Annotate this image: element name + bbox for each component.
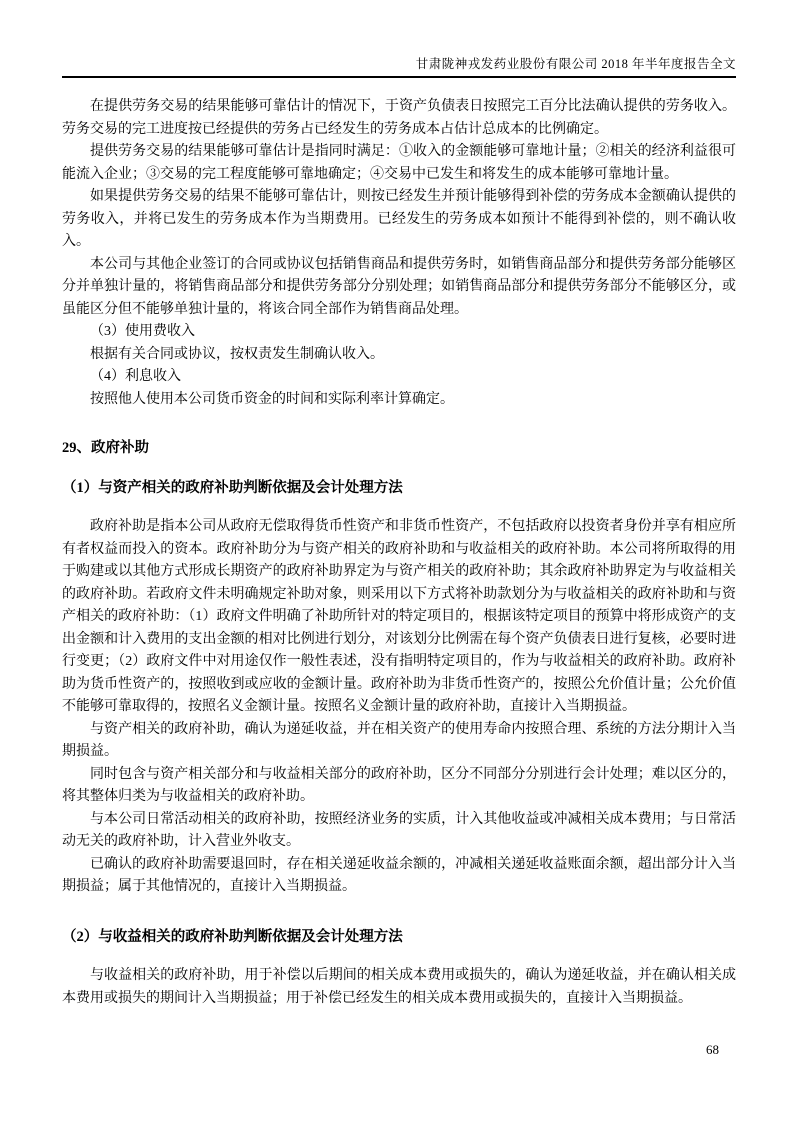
paragraph: 已确认的政府补助需要退回时，存在相关递延收益余额的，冲减相关递延收益账面余额，超出部分计入当期损益；属于其他情况的，直接计入当期损益。 bbox=[62, 856, 736, 894]
paragraph: 与本公司日常活动相关的政府补助，按照经济业务的实质，计入其他收益或冲减相关成本费用；与日常活动无关的政府补助，计入营业外收支。 bbox=[62, 811, 736, 849]
paragraph: 与收益相关的政府补助，用于补偿以后期间的相关成本费用或损失的，确认为递延收益，并在确认相关成本费用或损失的期间计入当期损益；用于补偿已经发生的相关成本费用或损失的，直接计入当期损益。 bbox=[62, 968, 736, 1006]
paragraph: 政府补助是指本公司从政府无偿取得货币性资产和非货币性资产，不包括政府以投资者身份并享有相应所有者权益而投入的资本。政府补助分为与资产相关的政府补助和与收益相关的政府补助。本公司将所取得的用于购建或以其他方式形成长期资产的政府补助界定为与资产相关的政府补助；其余政府补助界定为与收益相关的政府补助。若政府文件未明确规定补助对象，则采用以下方式将补助款划分为与收益相关的政府补助和与资产相关的政府补助：（1）政府文件明确了补助所针对的特定项目的，根据该特定项目的预算中将形成资产的支出金额和计入费用的支出金额的相对比例进行划分，对该划分比例需在每个资产负债表日进行复核，必要时进行变更；（2）政府文件中对用途仅作一般性表述，没有指明特定项目的，作为与收益相关的政府补助。政府补助为货币性资产的，按照收到或应收的金额计量。政府补助为非货币性资产的，按照公允价值计量；公允价值不能够可靠取得的，按照名义金额计量。按照名义金额计量的政府补助，直接计入当期损益。 bbox=[62, 519, 736, 714]
paragraph: 与资产相关的政府补助，确认为递延收益，并在相关资产的使用寿命内按照合理、系统的方法分期计入当期损益。 bbox=[62, 721, 736, 759]
list-item-royalty-income: （3）使用费收入 bbox=[90, 324, 195, 339]
document-content bbox=[62, 96, 736, 1010]
paragraph: 在提供劳务交易的结果能够可靠估计的情况下，于资产负债表日按照完工百分比法确认提供的劳务收入。劳务交易的完工进度按已经提供的劳务占已经发生的劳务成本占估计总成本的比例确定。 bbox=[62, 99, 736, 137]
paragraph: 本公司与其他企业签订的合同或协议包括销售商品和提供劳务时，如销售商品部分和提供劳务部分能够区分并单独计量的，将销售商品部分和提供劳务部分分别处理；如销售商品部分和提供劳务部分不能够区分，或虽能区分但不能够单独计量的，将该合同全部作为销售商品处理。 bbox=[62, 256, 736, 317]
page-header bbox=[62, 54, 736, 78]
page-number: 68 bbox=[706, 1042, 719, 1057]
subsection-heading-asset-related: （1）与资产相关的政府补助判断依据及会计处理方法 bbox=[62, 479, 403, 496]
list-item-interest-income: （4）利息收入 bbox=[90, 369, 181, 384]
paragraph: 按照他人使用本公司货币资金的时间和实际利率计算确定。 bbox=[90, 391, 454, 407]
paragraph: 如果提供劳务交易的结果不能够可靠估计，则按已经发生并预计能够得到补偿的劳务成本金额确认提供的劳务收入，并将已发生的劳务成本作为当期费用。已经发生的劳务成本如预计不能得到补偿的，则不确认收入。 bbox=[62, 189, 736, 249]
paragraph: 根据有关合同或协议，按权责发生制确认收入。 bbox=[90, 346, 384, 362]
report-title: 甘肃陇神戎发药业股份有限公司 2018 年半年度报告全文 bbox=[415, 57, 736, 71]
section-heading-government-grants: 29、政府补助 bbox=[62, 440, 149, 456]
paragraph: 提供劳务交易的结果能够可靠估计是指同时满足：①收入的金额能够可靠地计量；②相关的经济利益很可能流入企业；③交易的完工程度能够可靠地确定；④交易中已发生和将发生的成本能够可靠地计量。 bbox=[62, 144, 736, 182]
paragraph: 同时包含与资产相关部分和与收益相关部分的政府补助，区分不同部分分别进行会计处理；难以区分的，将其整体归类为与收益相关的政府补助。 bbox=[62, 766, 736, 804]
subsection-heading-income-related: （2）与收益相关的政府补助判断依据及会计处理方法 bbox=[62, 928, 403, 945]
